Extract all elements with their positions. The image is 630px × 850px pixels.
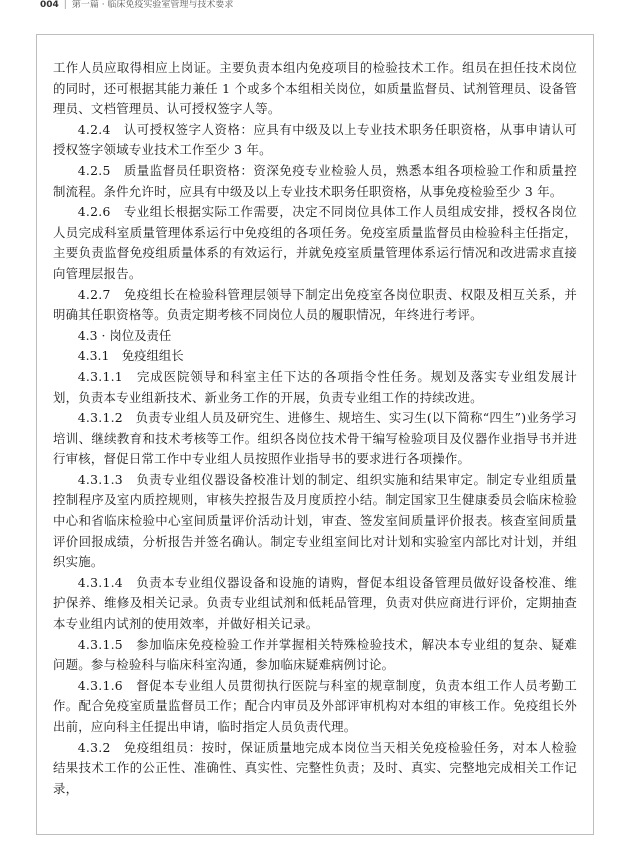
body-text	[53, 58, 577, 799]
paragraph-4-3-1-4: 4.3.1.4 负责本专业组仪器设备和设施的请购，督促本组设备管理员做好设备校准、维护保养、维修及相关记录。负责专业组试剂和低耗品管理，负责对供应商进行评价，定期抽查本专业组内试剂的使用效率，并做好相关记录。	[53, 574, 577, 632]
frame-left-rule	[36, 34, 37, 834]
paragraph-4-2-7: 4.2.7 免疫组长在检验科管理层领导下制定出免疫室各岗位职责、权限及相互关系，并明确其任职资格等。负责定期考核不同岗位人员的履职情况，年终进行考评。	[53, 286, 577, 323]
paragraph-4-3-2: 4.3.2 免疫组组员：按时，保证质量地完成本岗位当天相关免疫检验任务，对本人检验结果技术工作的公正性、准确性、真实性、完整性负责；及时、真实、完整地完成相关工作记录，	[53, 739, 577, 796]
paragraph-4-3-1-2: 4.3.1.2 负责专业组人员及研究生、进修生、规培生、实习生(以下简称“四生”)业务学习培训、继续教育和技术考核等工作。组织各岗位技术骨干编写检验项目及仪器作业指导书并进行审核，督促日常工作中专业组人员按照作业指导书的要求进行各项操作。	[53, 410, 577, 467]
frame-bottom-rule	[36, 834, 594, 835]
paragraph-continuation: 工作人员应取得相应上岗证。主要负责本组内免疫项目的检验技术工作。组员在担任技术岗位的同时，还可根据其能力兼任 1 个或多个本组相关岗位，如质量监督员、试剂管理员、设备管理员、文档管理员、认可授权签字人等。	[53, 60, 577, 117]
running-title: 第一篇 · 临床免疫实验室管理与技术要求	[71, 0, 234, 10]
paragraph-4-3-1-1: 4.3.1.1 完成医院领导和科室主任下达的各项指令性任务。规划及落实专业组发展计划，负责本专业组新技术、新业务工作的开展，负责专业组工作的持续改进。	[53, 368, 577, 405]
paragraph-4-3-1-6: 4.3.1.6 督促本专业组人员贯彻执行医院与科室的规章制度，负责本组工作人员考勤工作。配合免疫室质量监督员工作；配合内审员及外部评审机构对本组的审核工作。免疫组长外出前，应向科主任提出申请，临时指定人员负责代理。	[53, 677, 577, 734]
page-number: 004	[40, 0, 59, 10]
frame-right-rule	[593, 34, 594, 834]
section-heading-4-3: 4.3 · 岗位及责任	[77, 327, 172, 343]
frame-top-rule	[36, 34, 594, 35]
paragraph-4-2-5: 4.2.5 质量监督员任职资格：资深免疫专业检验人员，熟悉本组各项检验工作和质量控制流程。条件允许时，应具有中级及以上专业技术职务任职资格，从事免疫检验至少 3 年。	[53, 162, 577, 199]
paragraph-4-2-6: 4.2.6 专业组长根据实际工作需要，决定不同岗位具体工作人员组成安排，授权各岗位人员完成科室质量管理体系运行中免疫组的各项任务。免疫室质量监督员由检验科主任指定，主要负责监督免疫组质量体系的有效运行，并就免疫室质量管理体系运行情况和改进需求直接向管理层报告。	[53, 204, 577, 281]
paragraph-4-3-1-5: 4.3.1.5 参加临床免疫检验工作并掌握相关特殊检验技术，解决本专业组的复杂、疑难问题。参与检验科与临床科室沟通，参加临床疑难病例讨论。	[53, 636, 577, 673]
running-header	[40, 0, 233, 12]
section-heading-4-3-1: 4.3.1 免疫组组长	[77, 348, 184, 364]
paragraph-4-3-1-3: 4.3.1.3 负责专业组仪器设备校准计划的制定、组织实施和结果审定。制定专业组质量控制程序及室内质控规则，审核失控报告及月度质控小结。制定国家卫生健康委员会临床检验中心和省临床检验中心室间质量评价活动计划，审查、签发室间质量评价报表。核查室间质量评价回报成绩，分析报告并签名确认。制定专业组室间比对计划和实验室内部比对计划，并组织实施。	[53, 471, 577, 570]
paragraph-4-2-4: 4.2.4 认可授权签字人资格：应具有中级及以上专业技术职务任职资格，从事申请认可授权签字领域专业技术工作至少 3 年。	[53, 121, 577, 158]
header-divider: |	[63, 0, 67, 10]
